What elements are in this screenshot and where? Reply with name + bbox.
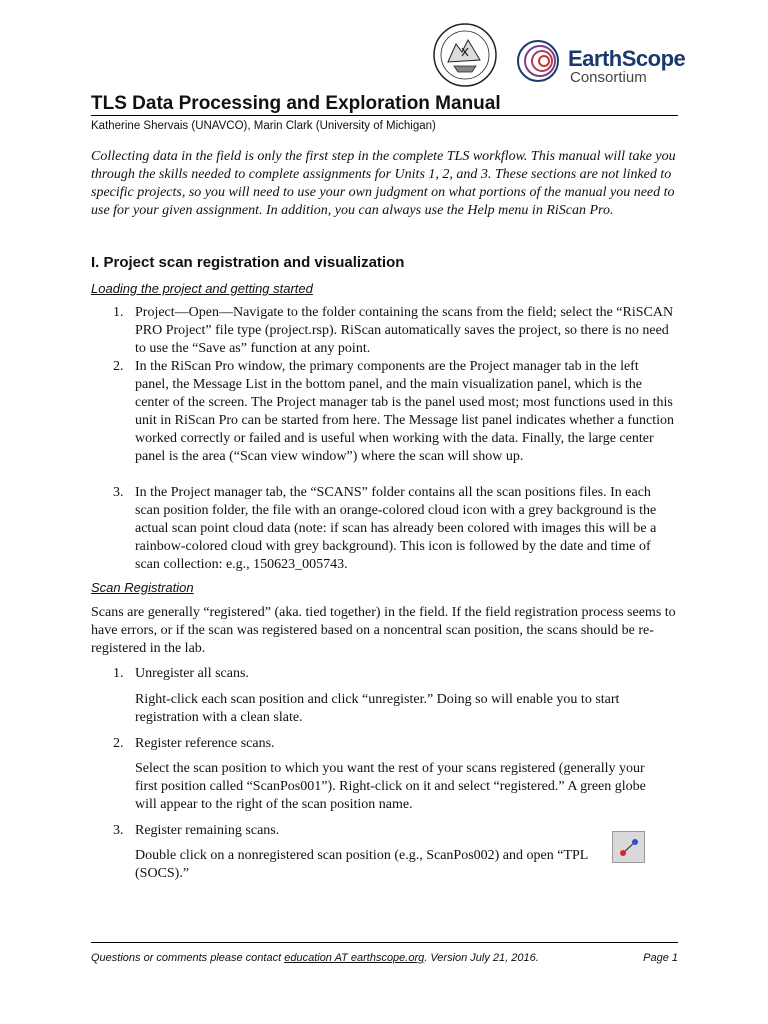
list-number: 1. [113, 305, 124, 320]
list-text: In the RiScan Pro window, the primary components are the Project manager tab in the left panel, the Message List in the bottom panel, and the main visualization panel, which is the center of the screen. The Project manager tab is the panel used most; most functions used in this unit in RiScan Pro can be started from here. The Message list panel indicates whether a function worked correctly or failed and is useful when working with the data. Finally, the large center panel is the area (“Scan view window”) where the scan will show up. [135, 359, 674, 464]
subheading-loading-project: Loading the project and getting started [91, 281, 313, 296]
org-subtitle: Consortium [570, 69, 647, 86]
footer-prefix: Questions or comments please contact [91, 952, 285, 964]
footer-suffix: . Version July 21, 2016. [424, 952, 539, 964]
step-detail: Double click on a nonregistered scan position (e.g., ScanPos002) and open “TPL (SOCS).” [135, 848, 588, 881]
footer [91, 952, 678, 964]
step-number: 2. [113, 736, 124, 751]
step-label: Register reference scans. [135, 736, 275, 751]
list-number: 3. [113, 485, 124, 500]
section-heading: I. Project scan registration and visualization [91, 254, 405, 271]
step-number: 1. [113, 666, 124, 681]
tpl-registration-tool-icon [612, 831, 645, 863]
intro-paragraph: Collecting data in the field is only the first step in the complete TLS workflow. This manual will take you through the skills needed to complete assignments for Units 1, 2, and 3. These sections are not linked to specific projects, so you will need to use your own judgment on what portions of the manual you need to use for your given assignment. In addition, you can always use the Help menu in RiScan Pro. [91, 149, 676, 218]
step-number: 3. [113, 823, 124, 838]
step-detail: Select the scan position to which you want the rest of your scans registered (generally your first position called “ScanPos001”). Right-click on it and select “registered.” A green globe will appear to the right of the scan position name. [135, 761, 646, 812]
step-detail: Right-click each scan position and click “unregister.” Doing so will enable you to start registration with a clean slate. [135, 692, 620, 725]
list-text: Project—Open—Navigate to the folder containing the scans from the field; select the “RiSCAN PRO Project” file type (project.rsp). RiScan automatically saves the project, so there is no need to use the “Save as” function at any point. [135, 305, 674, 356]
list-text: In the Project manager tab, the “SCANS” folder contains all the scan positions files. In each scan position folder, the file with an orange-colored cloud icon with a grey background is the actual scan point cloud data (note: if scan has already been colored with images this will be a rainbow-colored cloud with grey background). This icon is followed by the date and time of scan collection: e.g., 150623_005743. [135, 485, 657, 572]
list-number: 2. [113, 359, 124, 374]
contact-email-link[interactable]: education AT earthscope.org [284, 952, 425, 964]
document-title: TLS Data Processing and Exploration Manual [91, 93, 501, 114]
seal-logo-icon [432, 22, 498, 88]
authors-line: Katherine Shervais (UNAVCO), Marin Clark (University of Michigan) [91, 120, 436, 132]
subheading-scan-registration: Scan Registration [91, 580, 194, 595]
page-number: Page 1 [643, 952, 678, 964]
scan-registration-paragraph: Scans are generally “registered” (aka. tied together) in the field. If the field registration process seems to have errors, or if the scan was registered based on a noncentral scan position, the scans should be re-registered in the lab. [91, 605, 676, 656]
footer-divider [91, 942, 678, 943]
title-divider [91, 115, 678, 116]
step-label: Unregister all scans. [135, 666, 249, 681]
earthscope-logo-icon [514, 38, 564, 84]
step-label: Register remaining scans. [135, 823, 280, 838]
org-name: EarthScope [568, 46, 686, 71]
